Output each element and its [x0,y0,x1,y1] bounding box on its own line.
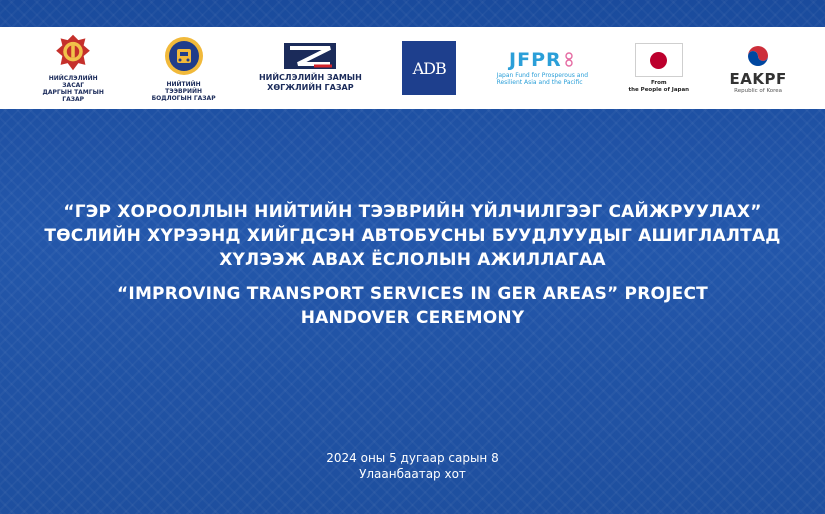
eakpf-logo [729,33,786,103]
caption-line: НИЙТИЙН ТЭЭВРИЙН [165,81,203,95]
jfpr-sub-line: Japan Fund for Prosperous and [496,72,589,79]
caption-line: ХӨГЖЛИЙН ГАЗАР [267,83,354,92]
jfpr-logo [497,33,589,103]
caption-line: From [650,80,667,86]
flag-sun [650,52,667,69]
caption-line: НИЙСЛЭЛИЙН ЗАМЫН [258,73,362,82]
title-block [0,200,825,330]
eakpf-label: EAKPF [729,69,787,88]
adb-logo [402,33,456,103]
title-en-line: “IMPROVING TRANSPORT SERVICES IN GER AREAS” PROJECT [117,284,708,304]
roads-z-icon [284,43,336,69]
jfpr-sub-line: Resilient Asia and the Pacific [496,79,583,86]
adb-label: ADB [412,58,446,78]
roads-dept-logo [259,33,362,103]
japan-flag-icon [635,43,683,77]
jfpr-sub [497,72,589,86]
city-emblem-icon [52,33,94,72]
footer [0,450,825,482]
event-date: 2024 оны 5 дугаар сарын 8 [326,451,499,465]
logo-bar [0,27,825,109]
title-mn-line: ТӨСЛИЙН ХҮРЭЭНД ХИЙГДСЭН АВТОБУСНЫ БУУДЛУУДЫГ АШИГЛАЛТАД [44,226,781,246]
jfpr-flower-icon [562,52,576,68]
caption-line: БОДЛОГЫН ГАЗАР [151,95,216,102]
transport-dept-caption [149,81,219,102]
jfpr-label: JFPR [509,49,562,71]
eakpf-sub: Republic of Korea [734,87,783,94]
roads-dept-caption [259,73,362,93]
adb-box [402,41,456,95]
caption-line: the People of Japan [628,86,690,93]
caption-line: НИЙСЛЭЛИЙН ЗАСАГ [48,75,98,89]
japan-logo [628,33,689,103]
title-mn-line: ХҮЛЭЭЖ АВАХ ЁСЛОЛЫН АЖИЛЛАГАА [219,250,606,270]
korea-symbol-icon [745,43,771,69]
japan-caption [628,80,689,93]
transport-dept-logo [149,33,219,103]
title-mn-line: “ГЭР ХОРООЛЛЫН НИЙТИЙН ТЭЭВРИЙН ҮЙЛЧИЛГЭЭГ САЙЖРУУЛАХ” [63,202,762,222]
title-en-line: HANDOVER CEREMONY [300,308,525,328]
transport-emblem-icon [163,34,205,78]
caption-line: ДАРГЫН ТАМГЫН ГАЗАР [42,89,104,103]
city-mayor-logo [38,33,108,103]
event-place: Улаанбаатар хот [359,467,466,481]
city-mayor-caption [38,75,108,103]
